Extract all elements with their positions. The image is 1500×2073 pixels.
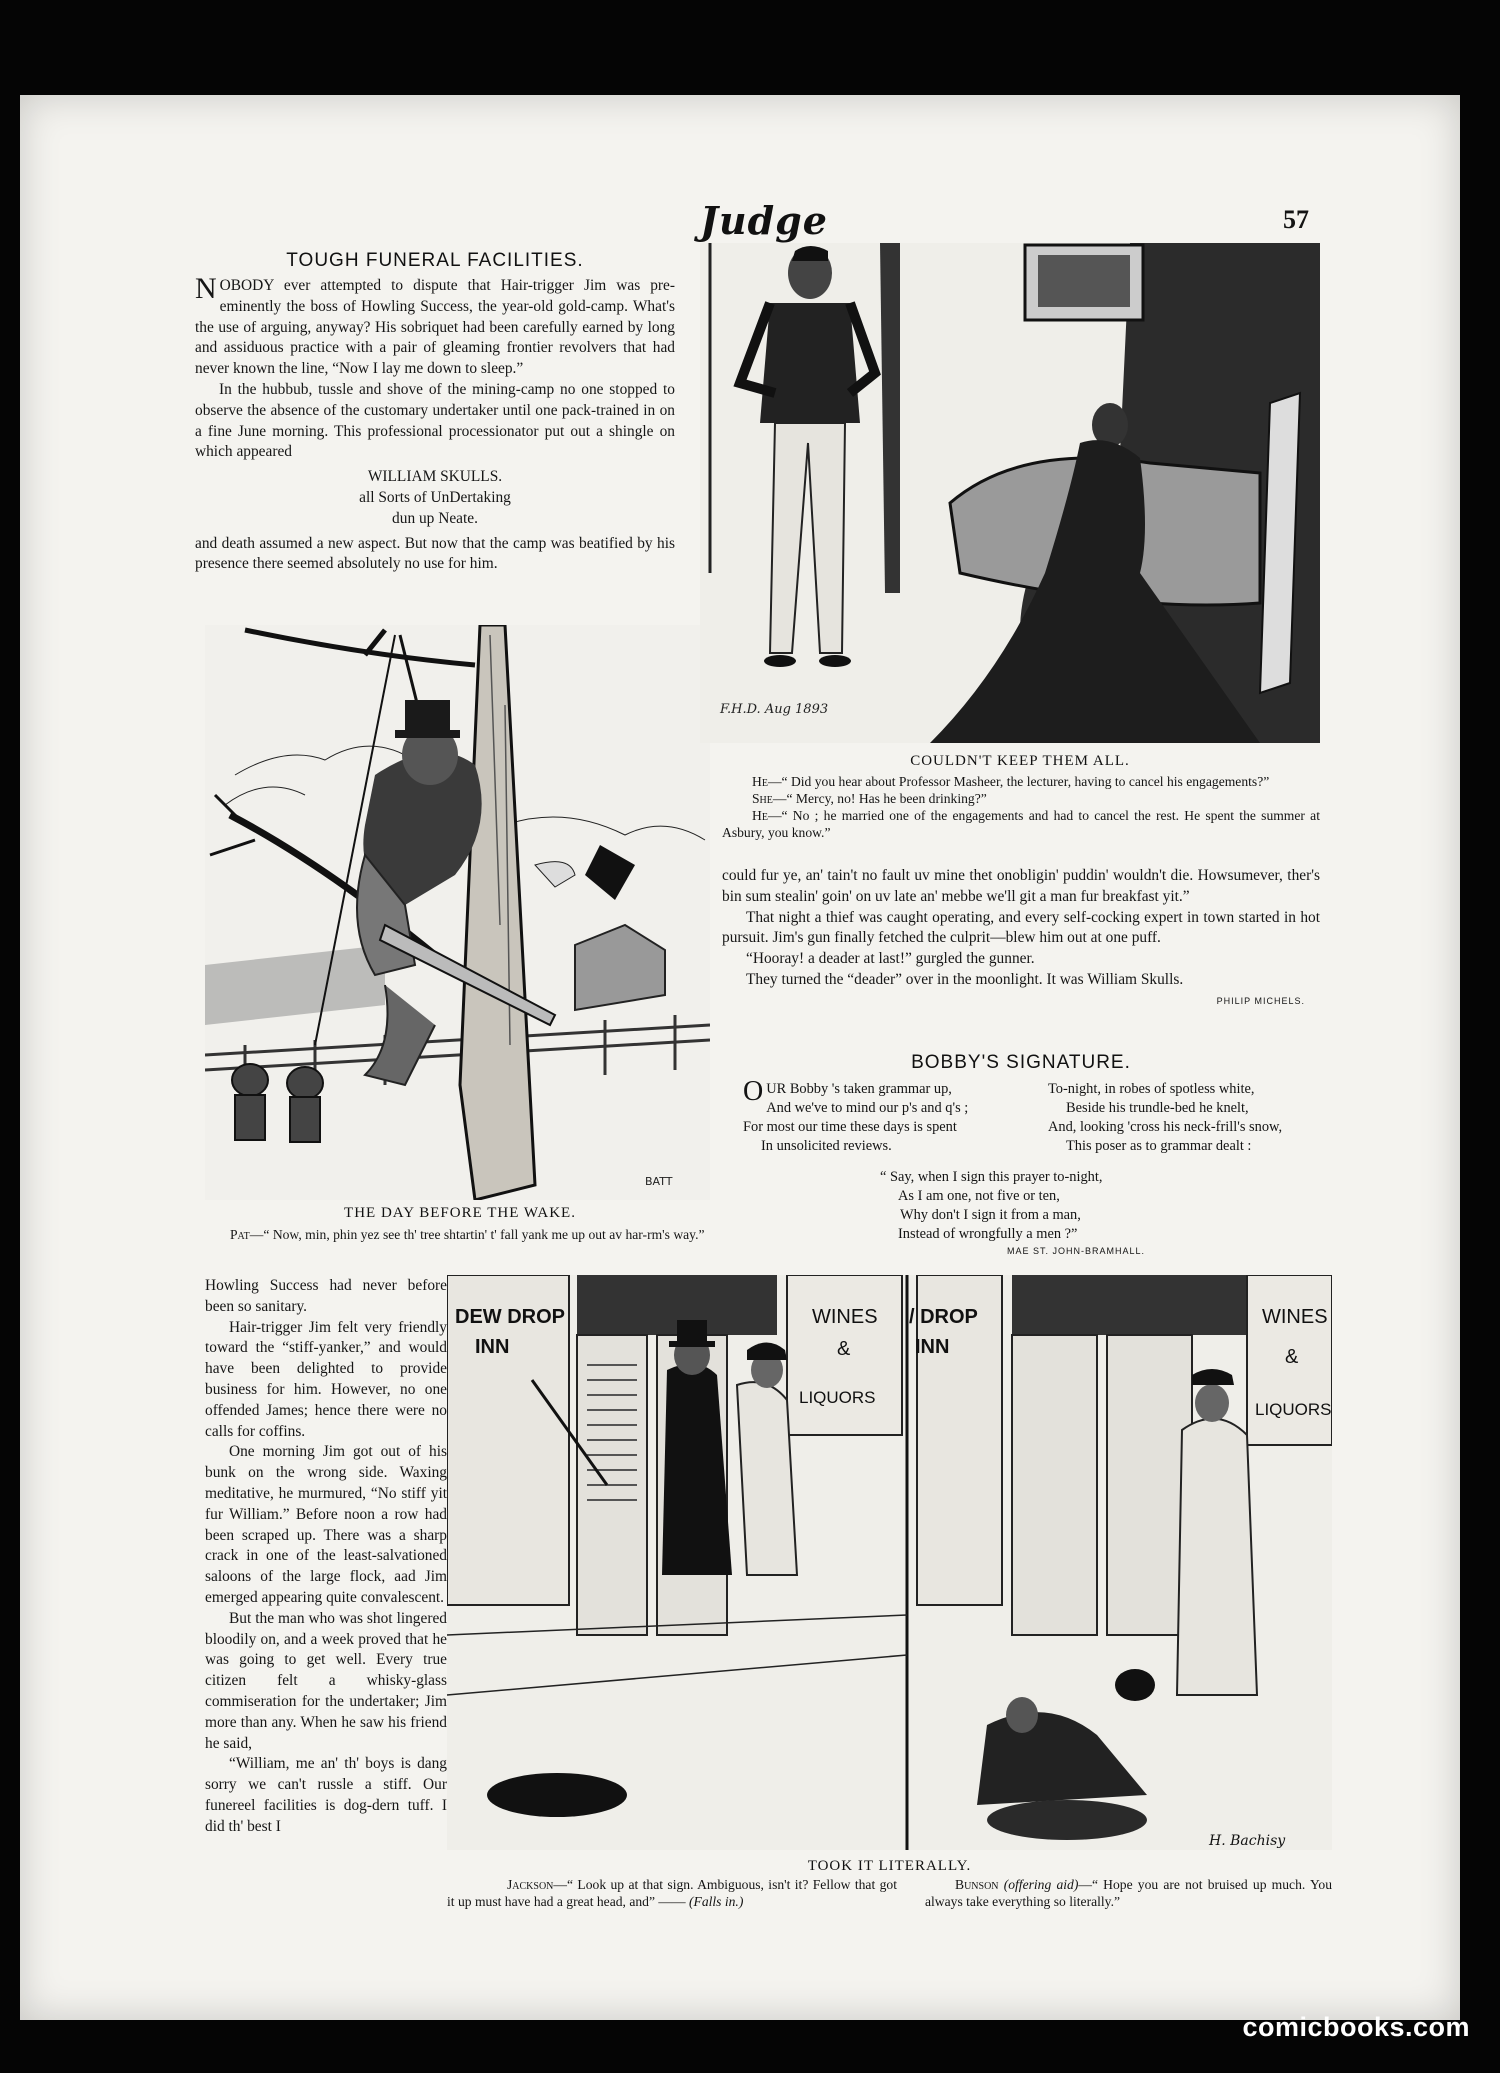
poem-line: And, looking 'cross his neck-frill's snow, bbox=[1048, 1119, 1283, 1135]
article-tough-funeral-ending bbox=[722, 866, 1320, 1012]
poem-title-bobby: BOBBY'S SIGNATURE. bbox=[911, 1052, 1131, 1073]
illustration-couldnt-keep-them-all bbox=[700, 243, 1320, 743]
caption-day-before bbox=[205, 1226, 710, 1243]
she-line: —“ Mercy, no! Has he been drinking?” bbox=[772, 791, 987, 806]
poem-bobby-right-stanza bbox=[1048, 1080, 1328, 1156]
poem-bobby-final-stanza bbox=[880, 1168, 1180, 1244]
bunson-stage-direction: (offering aid) bbox=[1003, 1877, 1079, 1892]
sign-wines-right: WINES bbox=[1262, 1306, 1328, 1328]
jackson-stage-direction: (Falls in.) bbox=[688, 1894, 744, 1909]
page-number: 57 bbox=[1283, 205, 1309, 234]
paragraph-3: and death assumed a new aspect. But now that the camp was beatified by his presence there seemed absolutely no use for him. bbox=[195, 534, 675, 573]
watermark-comicbooks: comicbooks.com bbox=[1242, 2012, 1470, 2042]
paragraph-4: Howling Success had never before been so sanitary. bbox=[205, 1277, 447, 1315]
byline-philip-michels: PHILIP MICHELS. bbox=[1216, 995, 1305, 1006]
sign-ampersand: & bbox=[837, 1338, 851, 1360]
speaker-jackson: Jackson bbox=[507, 1877, 554, 1892]
sign-wines: WINES bbox=[812, 1306, 878, 1328]
jackson-line: —“ Look up at that sign. Ambiguous, isn't it? Fellow that got it up must have had a great head, and” —— bbox=[447, 1877, 897, 1909]
artist-signature-bachisy: H. Bachisy bbox=[1209, 1833, 1286, 1849]
speaker-pat: Pat bbox=[230, 1227, 250, 1242]
poem-line: For most our time these days is spent bbox=[743, 1119, 957, 1135]
continuation-3: “Hooray! a deader at last!” gurgled the gunner. bbox=[746, 950, 1035, 968]
paragraph-7: But the man who was shot lingered bloodily on, and a week proved that he was going to get well. Every true citizen felt a whisky-glass commiseration for the undertaker; Jim more than any. When he saw his friend he said, bbox=[205, 1609, 447, 1752]
illustration-took-it-literally bbox=[447, 1275, 1332, 1850]
sign-inn: INN bbox=[475, 1336, 510, 1358]
shingle-line-1: WILLIAM SKULLS. bbox=[367, 468, 503, 486]
caption-title-took-it: TOOK IT LITERALLY. bbox=[807, 1858, 972, 1874]
sign-drop-right: / DROP bbox=[909, 1306, 978, 1328]
byline-mae-bramhall: MAE ST. JOHN-BRAMHALL. bbox=[1006, 1246, 1145, 1256]
paragraph-2: In the hubbub, tussle and shove of the mining-camp no one stopped to observe the absence of the customary undertaker until one pack-trained in on a fine June morning. This professional processionator put out a shingle on which appeared bbox=[195, 380, 675, 461]
caption-title-day-before: THE DAY BEFORE THE WAKE. bbox=[344, 1205, 576, 1221]
shingle-line-2: all Sorts of UnDertaking bbox=[359, 488, 511, 506]
shingle-line-3: dun up Neate. bbox=[392, 509, 478, 527]
article-tough-funeral-continued bbox=[205, 1276, 447, 1838]
caption-jackson bbox=[447, 1876, 897, 1910]
continuation-4: They turned the “deader” over in the moonlight. It was William Skulls. bbox=[746, 970, 1184, 988]
paragraph-6: One morning Jim got out of his bunk on the wrong side. Waxing meditative, he murmured, “No stiff yit fur William.” Before noon a row had been scraped up. There was a sharp crack in one of the least-salvationed saloons of the large flock, aad Jim emerged appearing quite convalescent. bbox=[205, 1443, 447, 1606]
poem-line: And we've to mind our p's and q's ; bbox=[766, 1100, 969, 1116]
poem-line: Instead of wrongfully a men ?” bbox=[898, 1226, 1078, 1242]
he-line-1: —“ Did you hear about Professor Masheer, the lecturer, having to cancel his engagements?” bbox=[767, 774, 1270, 789]
sign-liquors-right: LIQUORS bbox=[1255, 1400, 1332, 1419]
illustration-day-before-the-wake bbox=[205, 625, 710, 1200]
speaker-he-2: He bbox=[752, 808, 768, 823]
poem-line: Why don't I sign it from a man, bbox=[900, 1207, 1081, 1223]
poem-line: In unsolicited reviews. bbox=[761, 1138, 892, 1154]
poem-line: “ Say, when I sign this prayer to-night, bbox=[880, 1169, 1103, 1185]
caption-bunson bbox=[925, 1876, 1332, 1910]
pat-line: —“ Now, min, phin yez see th' tree shtartin' t' fall yank me up out av har-rm's way.” bbox=[249, 1227, 705, 1242]
caption-title-couldnt-keep: COULDN'T KEEP THEM ALL. bbox=[910, 753, 1130, 769]
paragraph-1: OBODY ever attempted to dispute that Hair-trigger Jim was pre-eminently the boss of Howling Success, the year-old gold-camp. What's the use of arguing, anyway? His sobriquet had been carefully earned by long and assiduous practice with a pair of gleaming frontier revolvers that had never known the line, “Now I lay me down to sleep.” bbox=[195, 277, 675, 378]
dropcap-o: O bbox=[743, 1076, 764, 1107]
sign-dew-drop: DEW DROP bbox=[455, 1306, 565, 1328]
sign-inn-right: INN bbox=[915, 1336, 950, 1358]
speaker-he-1: He bbox=[752, 774, 768, 789]
poem-line: To-night, in robes of spotless white, bbox=[1048, 1081, 1255, 1097]
speaker-she: She bbox=[752, 791, 773, 806]
paragraph-8: “William, me an' th' boys is dang sorry we can't russle a stiff. Our funereel facilities is dog-dern tuff. I did th' best I bbox=[205, 1755, 447, 1835]
poem-line: As I am one, not five or ten, bbox=[898, 1188, 1060, 1204]
undertaker-shingle bbox=[195, 467, 675, 529]
poem-line: UR Bobby 's taken grammar up, bbox=[766, 1081, 952, 1097]
sign-liquors: LIQUORS bbox=[799, 1388, 876, 1407]
article-title-tough-funeral: TOUGH FUNERAL FACILITIES. bbox=[286, 250, 584, 271]
masthead-judge-logo: Judge bbox=[700, 198, 828, 243]
continuation-1: could fur ye, an' tain't no fault uv mine thet onobligin' puddin' wouldn't die. Howsumever, ther's bin sum stealin' goin' on uv late an' mebbe we'll git a man fur breakfast yit.” bbox=[722, 867, 1320, 905]
dropcap-n: N bbox=[195, 272, 217, 305]
bunson-line: —“ Hope you are not bruised up much. You always take everything so literally.” bbox=[925, 1877, 1332, 1909]
he-line-2: —“ No ; he married one of the engagements and had to cancel the rest. He spent the summer at Asbury, you know.” bbox=[722, 808, 1320, 840]
poem-bobby-left-stanza bbox=[743, 1076, 1033, 1156]
continuation-2: That night a thief was caught operating, and every self-cocking expert in town started in hot pursuit. Jim's gun finally fetched the culprit—blew him out at one puff. bbox=[722, 908, 1320, 947]
sign-ampersand-right: & bbox=[1285, 1346, 1299, 1368]
article-tough-funeral-top bbox=[195, 272, 675, 575]
caption-couldnt-keep bbox=[722, 773, 1320, 841]
speaker-bunson: Bunson bbox=[955, 1877, 999, 1892]
poem-line: This poser as to grammar dealt : bbox=[1066, 1138, 1252, 1154]
poem-line: Beside his trundle-bed he knelt, bbox=[1066, 1100, 1249, 1116]
artist-signature-batt: BATT bbox=[645, 1175, 673, 1188]
paragraph-5: Hair-trigger Jim felt very friendly toward the “stiff-yanker,” and would have been delighted to provide business for him. However, no one offended James; hence there were no calls for coffins. bbox=[205, 1318, 447, 1440]
artist-signature-fhd: F.H.D. Aug 1893 bbox=[720, 702, 829, 717]
